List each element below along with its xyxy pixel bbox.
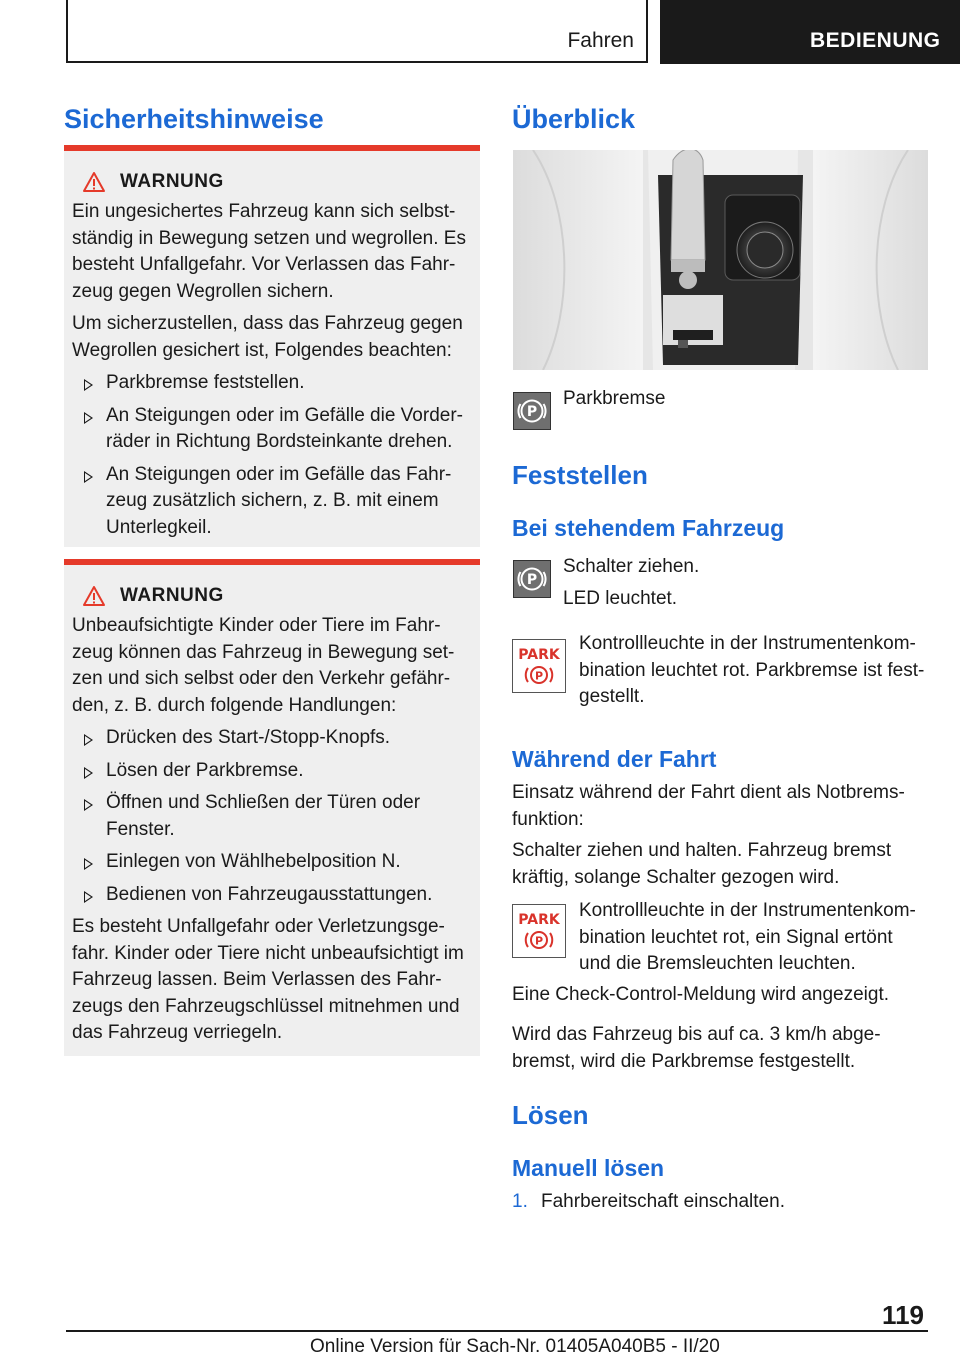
bullet-triangle-icon <box>84 471 93 483</box>
header-chapter-box <box>660 0 960 64</box>
list-item: Lösen der Parkbremse. <box>72 758 470 785</box>
warning2-list <box>72 725 470 908</box>
section-loesen: Lösen <box>512 1100 589 1130</box>
park-warning-light-icon <box>512 639 566 693</box>
step-number: 1. <box>512 1191 528 1212</box>
svg-text:P: P <box>534 934 544 948</box>
stehend-indicator-text: Kontrollleuchte in der Instrumentenkom-bination leuchtet rot. Parkbremse ist fest-gestellt. <box>579 633 925 707</box>
park-warning-light-icon <box>512 904 566 958</box>
header-section: Fahren <box>567 29 634 52</box>
footer-text: Online Version für Sach-Nr. 01405A040B5 - II/20 <box>310 1336 720 1357</box>
fahrt-text2: Schalter ziehen und halten. Fahrzeug bremst kräftig, solange Schalter gezogen wird. <box>512 840 892 888</box>
center-console-photo <box>513 150 928 370</box>
list-item: Einlegen von Wählhebelposition N. <box>72 849 470 876</box>
fahrt-text1: Einsatz während der Fahrt dient als Notbrems-funktion: <box>512 782 905 830</box>
warning1-box <box>64 151 480 547</box>
subsection-stehend: Bei stehendem Fahrzeug <box>512 515 785 541</box>
page-number: 119 <box>882 1300 924 1330</box>
header-chapter: BEDIENUNG <box>810 29 941 52</box>
svg-text:P: P <box>526 404 538 420</box>
overview-title: Überblick <box>512 104 636 134</box>
bullet-triangle-icon <box>84 412 93 424</box>
svg-text:PARK: PARK <box>518 912 560 928</box>
parking-brake-icon <box>513 392 551 430</box>
safety-title: Sicherheitshinweise <box>64 104 324 134</box>
warning1-label: WARNUNG <box>120 171 224 192</box>
warning1-intro: Um sicherzustellen, dass das Fahrzeug gegen Wegrollen gesichert ist, Folgendes beachten: <box>72 313 463 361</box>
list-item: An Steigungen oder im Gefälle das Fahr-zeug zusätzlich sichern, z. B. mit einem Unterlegkeil. <box>72 462 470 542</box>
list-item: Parkbremse feststellen. <box>72 370 470 397</box>
bullet-triangle-icon <box>84 891 93 903</box>
section-feststellen: Feststellen <box>512 460 648 490</box>
warning-triangle-icon <box>82 585 106 607</box>
fahrt-text3: Eine Check-Control-Meldung wird angezeigt. <box>512 984 890 1005</box>
warning2-text: Unbeaufsichtigte Kinder oder Tiere im Fahr-zeug können das Fahrzeug in Bewegung set-zen und sich selbst oder den Verkehr gefähr-den, z. B. durch folgende Handlungen: <box>72 615 455 716</box>
warning2-label: WARNUNG <box>120 585 224 606</box>
parking-brake-icon <box>513 560 551 598</box>
svg-text:P: P <box>534 669 544 683</box>
fahrt-indicator-text: Kontrollleuchte in der Instrumentenkom-bination leuchtet rot, ein Signal ertönt und die Bremsleuchten leuchten. <box>579 900 916 974</box>
bullet-triangle-icon <box>84 799 93 811</box>
list-item: Öffnen und Schließen der Türen oder Fenster. <box>72 790 470 843</box>
warning1-list <box>72 370 470 541</box>
list-item: Bedienen von Fahrzeugausstattungen. <box>72 882 470 909</box>
warning2-conclusion: Es besteht Unfallgefahr oder Verletzungsge-fahr. Kinder oder Tiere nicht unbeaufsichtigt im Fahrzeug lassen. Beim Verlassen des Fahr-zeugs den Fahrzeugschlüssel mitnehmen und das Fahrzeug verriegeln. <box>72 916 464 1043</box>
svg-text:PARK: PARK <box>518 647 560 663</box>
parking-brake-caption: Parkbremse <box>563 388 666 409</box>
list-item: Drücken des Start-/Stopp-Knopfs. <box>72 725 470 752</box>
bullet-triangle-icon <box>84 858 93 870</box>
step-text: Fahrbereitschaft einschalten. <box>541 1191 785 1212</box>
stehend-step1: Schalter ziehen. <box>563 556 700 577</box>
header-section-box <box>66 0 648 63</box>
warning1-text: Ein ungesichertes Fahrzeug kann sich selbst-ständig in Bewegung setzen und wegrollen. Es besteht Unfallgefahr. Vor Verlassen das Fahr-zeug gegen Wegrollen sichern. <box>72 201 466 302</box>
fahrt-text4: Wird das Fahrzeug bis auf ca. 3 km/h abge-bremst, wird die Parkbremse festgestellt. <box>512 1024 881 1072</box>
bullet-triangle-icon <box>84 734 93 746</box>
list-item: An Steigungen oder im Gefälle die Vorder-räder in Richtung Bordsteinkante drehen. <box>72 403 470 456</box>
bullet-triangle-icon <box>84 379 93 391</box>
svg-text:P: P <box>526 572 538 588</box>
subsection-fahrt: Während der Fahrt <box>512 746 717 772</box>
subsection-manuell: Manuell lösen <box>512 1155 665 1181</box>
warning2-box <box>64 565 480 1056</box>
bullet-triangle-icon <box>84 767 93 779</box>
stehend-step2: LED leuchtet. <box>563 588 678 609</box>
warning-triangle-icon <box>82 171 106 193</box>
footer-divider <box>66 1330 928 1332</box>
